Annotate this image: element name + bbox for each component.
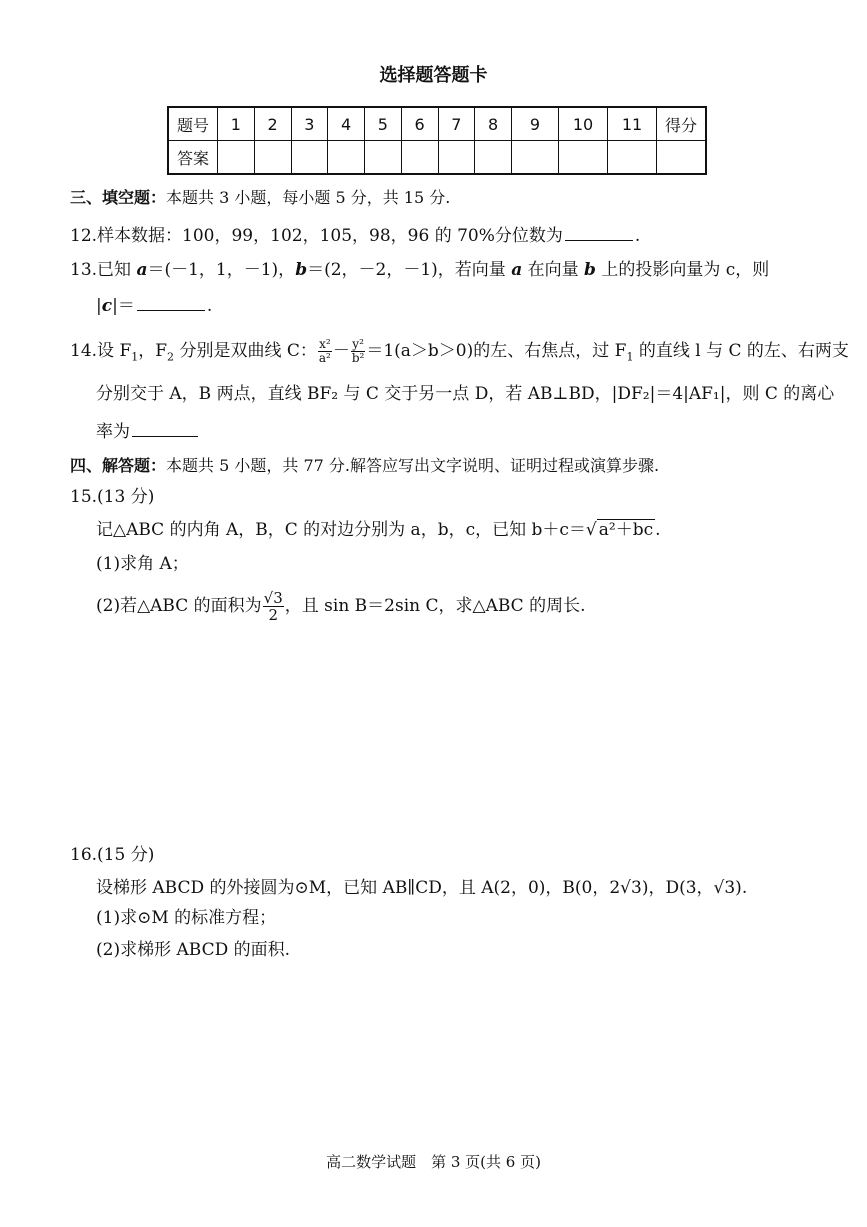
question-14-line1: [70, 338, 849, 369]
q12-number: 12.: [70, 226, 98, 246]
section3-note: 本题共 3 小题，每小题 5 分，共 15 分.: [166, 188, 451, 207]
question-number-cell: 4: [328, 107, 365, 141]
question-number-cell: 6: [401, 107, 438, 141]
q14-text: 分别是双曲线 C：: [174, 341, 317, 361]
vector-a: a: [136, 260, 148, 280]
q15-text: .: [655, 520, 661, 540]
fraction-sqrt3-over-2: [263, 590, 284, 623]
q12-end: .: [634, 226, 641, 246]
section4-note: 本题共 5 小题，共 77 分.解答应写出文字说明、证明过程或演算步骤.: [166, 456, 660, 475]
q14-answer-blank[interactable]: [132, 420, 198, 437]
q12-text: 样本数据：100，99，102，105，98，96 的 70%分位数为: [97, 226, 563, 246]
q14-text: 设 F: [97, 341, 132, 361]
q16-part2: (2)求梯形 ABCD 的面积.: [96, 940, 291, 960]
score-header: 得分: [657, 107, 707, 141]
answer-cell[interactable]: [559, 141, 608, 175]
abs-close: |＝: [112, 296, 135, 316]
answer-row-header: 答案: [168, 141, 218, 175]
q13-number: 13.: [70, 260, 98, 280]
sqrt-sign: √: [585, 520, 597, 540]
fraction-denominator: b²: [351, 351, 365, 365]
fraction-y2-b2: [351, 338, 366, 365]
q15-number: 15.(13 分): [70, 487, 155, 507]
answer-cell[interactable]: [608, 141, 657, 175]
question-number-cell: 1: [218, 107, 255, 141]
vector-b: b: [295, 260, 308, 280]
question-number-cell: 8: [475, 107, 512, 141]
answer-cell[interactable]: [512, 141, 559, 175]
q15-text: ，且 sin B＝2sin C，求△ABC 的周长.: [284, 596, 586, 616]
q14-text: ，F: [138, 341, 168, 361]
q13-text: 上的投影向量为 c，则: [595, 260, 770, 280]
fraction-x2-a2: [318, 338, 332, 365]
question-number-cell: 7: [438, 107, 475, 141]
question-13-line2: [96, 294, 212, 318]
section4-heading: 四、解答题：: [70, 456, 167, 475]
answer-cell[interactable]: [328, 141, 365, 175]
q15-part2: [96, 590, 586, 623]
q15-text: 记△ABC 的内角 A，B，C 的对边分别为 a，b，c，已知 b＋c＝: [96, 520, 586, 540]
q16-part1: (1)求⊙M 的标准方程；: [96, 908, 277, 928]
q13-answer-blank[interactable]: [137, 294, 205, 311]
section4-heading-line: [70, 454, 659, 478]
q12-answer-blank[interactable]: [565, 224, 633, 241]
answer-card-table: [167, 106, 707, 175]
answer-cell[interactable]: [365, 141, 402, 175]
answer-cell[interactable]: [438, 141, 475, 175]
q14-text: 率为: [96, 422, 130, 442]
vector-c: c: [101, 296, 113, 316]
answer-cell[interactable]: [291, 141, 328, 175]
q14-text: ＝1(a＞b＞0)的左、右焦点，过 F: [366, 341, 627, 361]
question-12: [70, 224, 640, 248]
q16-number: 16.(15 分): [70, 845, 155, 865]
minus-sign: －: [332, 341, 350, 361]
q15-part1: (1)求角 A；: [96, 554, 189, 574]
question-number-cell: 9: [512, 107, 559, 141]
subscript: 1: [626, 350, 634, 364]
question-number-cell: 5: [365, 107, 402, 141]
question-14-line2: 分别交于 A，B 两点，直线 BF₂ 与 C 交于另一点 D，若 AB⊥BD，|DF₂|＝4|AF₁|，则 C 的离心: [96, 384, 835, 404]
answer-cell[interactable]: [475, 141, 512, 175]
question-number-cell: 10: [559, 107, 608, 141]
question-13-line1: [70, 258, 769, 282]
answer-card-number-row: [168, 107, 706, 141]
question-14-line3: [96, 420, 200, 444]
q15-stem: [96, 518, 661, 542]
sqrt-radicand: a²＋bc: [598, 520, 654, 540]
question-number-cell: 3: [291, 107, 328, 141]
vector-a: a: [511, 260, 523, 280]
question-number-cell: 2: [254, 107, 291, 141]
question-number-cell: 11: [608, 107, 657, 141]
q16-stem: 设梯形 ABCD 的外接圆为⊙M，已知 AB∥CD，且 A(2，0)，B(0，2√3)，D(3，√3).: [96, 878, 748, 898]
score-cell[interactable]: [657, 141, 707, 175]
section3-heading-line: [70, 186, 450, 210]
subscript: 2: [167, 350, 175, 364]
q13-text: 在向量: [522, 260, 585, 280]
fraction-numerator: x²: [319, 337, 331, 351]
section3-heading: 三、填空题：: [70, 188, 167, 207]
fraction-denominator: a²: [318, 351, 331, 365]
subscript: 1: [131, 350, 139, 364]
q14-text: 的直线 l 与 C 的左、右两支: [633, 341, 849, 361]
answer-cell[interactable]: [218, 141, 255, 175]
fraction-numerator: √3: [263, 589, 283, 607]
q13-text: 已知: [97, 260, 137, 280]
q15-text: (2)若△ABC 的面积为: [96, 596, 262, 616]
q13-end: .: [206, 296, 213, 316]
answer-card-title: 选择题答题卡: [379, 65, 488, 86]
page-footer: 高二数学试题 第 3 页(共 6 页): [326, 1153, 541, 1171]
fraction-denominator: 2: [268, 606, 278, 624]
fraction-numerator: y²: [352, 337, 364, 351]
q13-text: ＝(2，－2，－1)，若向量: [307, 260, 512, 280]
answer-cell[interactable]: [401, 141, 438, 175]
abs-open: |: [96, 296, 102, 316]
q14-number: 14.: [70, 341, 98, 361]
answer-cell[interactable]: [254, 141, 291, 175]
answer-card-answer-row: [168, 141, 706, 175]
q13-text: ＝(－1，1，－1)，: [147, 260, 296, 280]
vector-b: b: [584, 260, 596, 280]
number-row-header: 题号: [168, 107, 218, 141]
